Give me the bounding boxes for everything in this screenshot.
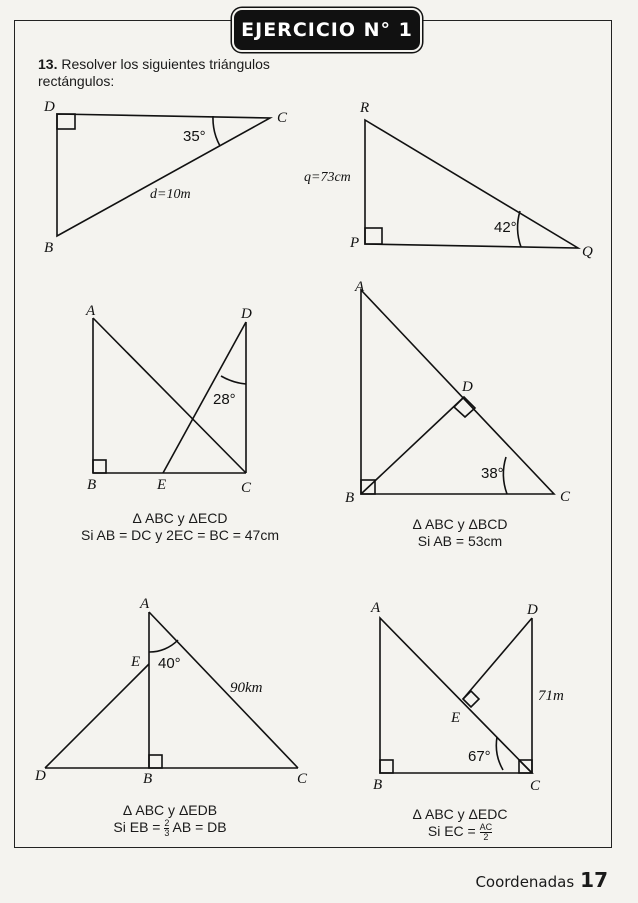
right-angle-mark (57, 114, 75, 129)
caption-line-1: Δ ABC y ΔBCD (412, 516, 508, 532)
label-c: C (530, 778, 541, 794)
label-d: D (35, 768, 46, 784)
segment-ac (149, 612, 298, 768)
label-d: D (241, 306, 252, 322)
caption-text: Si EC = (427, 823, 480, 840)
fraction-denominator: 2 (483, 832, 489, 842)
label-c: C (241, 480, 252, 496)
label-a: A (86, 303, 96, 319)
page-number: 17 (580, 868, 608, 892)
fraction-numerator: AC (479, 822, 493, 832)
caption-line-2: Si AB = DC y 2EC = BC = 47cm (80, 527, 280, 543)
label-b: B (143, 771, 153, 787)
figure-2 (304, 100, 593, 260)
label-b: B (345, 490, 355, 506)
right-angle-mark-b (380, 760, 393, 773)
label-e: E (157, 477, 167, 493)
caption-text: Si EB = (113, 819, 165, 836)
angle-arc (503, 457, 507, 494)
caption-line-2 (350, 823, 570, 842)
angle-arc (213, 116, 220, 146)
caption-figure-6 (350, 806, 570, 842)
angle-40: 40° (158, 655, 181, 672)
segment-de (463, 618, 532, 699)
label-p: P (350, 235, 360, 251)
caption-line-2: Si AB = 53cm (417, 533, 503, 549)
angle-arc (221, 376, 246, 384)
segment-de (45, 664, 149, 768)
side-ac: 90km (230, 680, 263, 696)
caption-line-1: Δ ABC y ΔEDB (122, 802, 218, 818)
label-b: B (44, 240, 54, 256)
angle-67: 67° (468, 748, 491, 765)
label-b: B (373, 777, 383, 793)
label-b: B (87, 477, 97, 493)
caption-figure-3 (40, 510, 320, 544)
triangle-abc (361, 290, 554, 494)
right-angle-mark (93, 460, 106, 473)
fraction-numerator: 2 (164, 818, 170, 828)
diagonal-mark (519, 760, 532, 773)
label-c: C (560, 489, 571, 505)
figure-5 (34, 596, 308, 787)
side-d: d=10m (150, 187, 191, 202)
caption-line-2 (50, 819, 290, 838)
triangle-rpq (365, 120, 578, 248)
label-q: Q (582, 244, 593, 260)
triangle-abc (380, 618, 532, 773)
label-c: C (277, 110, 288, 126)
triangle-dcb (57, 114, 270, 236)
figure-4 (345, 279, 571, 506)
caption-figure-5 (50, 802, 290, 838)
angle-35: 35° (183, 128, 206, 145)
problem-number: 13. (38, 56, 58, 72)
label-c: C (297, 771, 308, 787)
side-q: q=73cm (304, 170, 351, 185)
problem-text: Resolver los siguientes triángulos rectángulos: (38, 56, 270, 89)
label-d: D (44, 99, 55, 115)
caption-figure-4 (340, 516, 580, 550)
angle-38: 38° (481, 465, 504, 482)
side-dc: 71m (538, 688, 564, 704)
angle-arc (149, 640, 178, 652)
angle-arc (518, 211, 521, 247)
label-e: E (451, 710, 461, 726)
label-d: D (527, 602, 538, 618)
label-a: A (140, 596, 150, 612)
caption-line-1: Δ ABC y ΔEDC (412, 806, 508, 822)
angle-42: 42° (494, 219, 517, 236)
label-a: A (355, 279, 365, 295)
footer-label: Coordenadas (475, 873, 575, 891)
label-e: E (131, 654, 141, 670)
angle-28: 28° (213, 391, 236, 408)
figure-1 (43, 99, 288, 256)
figure-6 (370, 600, 564, 794)
fraction-denominator: 3 (164, 828, 170, 838)
caption-line-1: Δ ABC y ΔECD (132, 510, 228, 526)
segment-bd (361, 397, 464, 494)
label-a: A (371, 600, 381, 616)
label-d: D (462, 379, 473, 395)
label-r: R (360, 100, 370, 116)
caption-text: AB = DB (169, 819, 227, 836)
figure-3 (85, 303, 252, 496)
page-footer (475, 868, 608, 892)
fraction (480, 823, 493, 842)
right-angle-mark (149, 755, 162, 768)
exercise-title: EJERCICIO N° 1 (232, 8, 422, 52)
right-angle-mark (365, 228, 382, 244)
